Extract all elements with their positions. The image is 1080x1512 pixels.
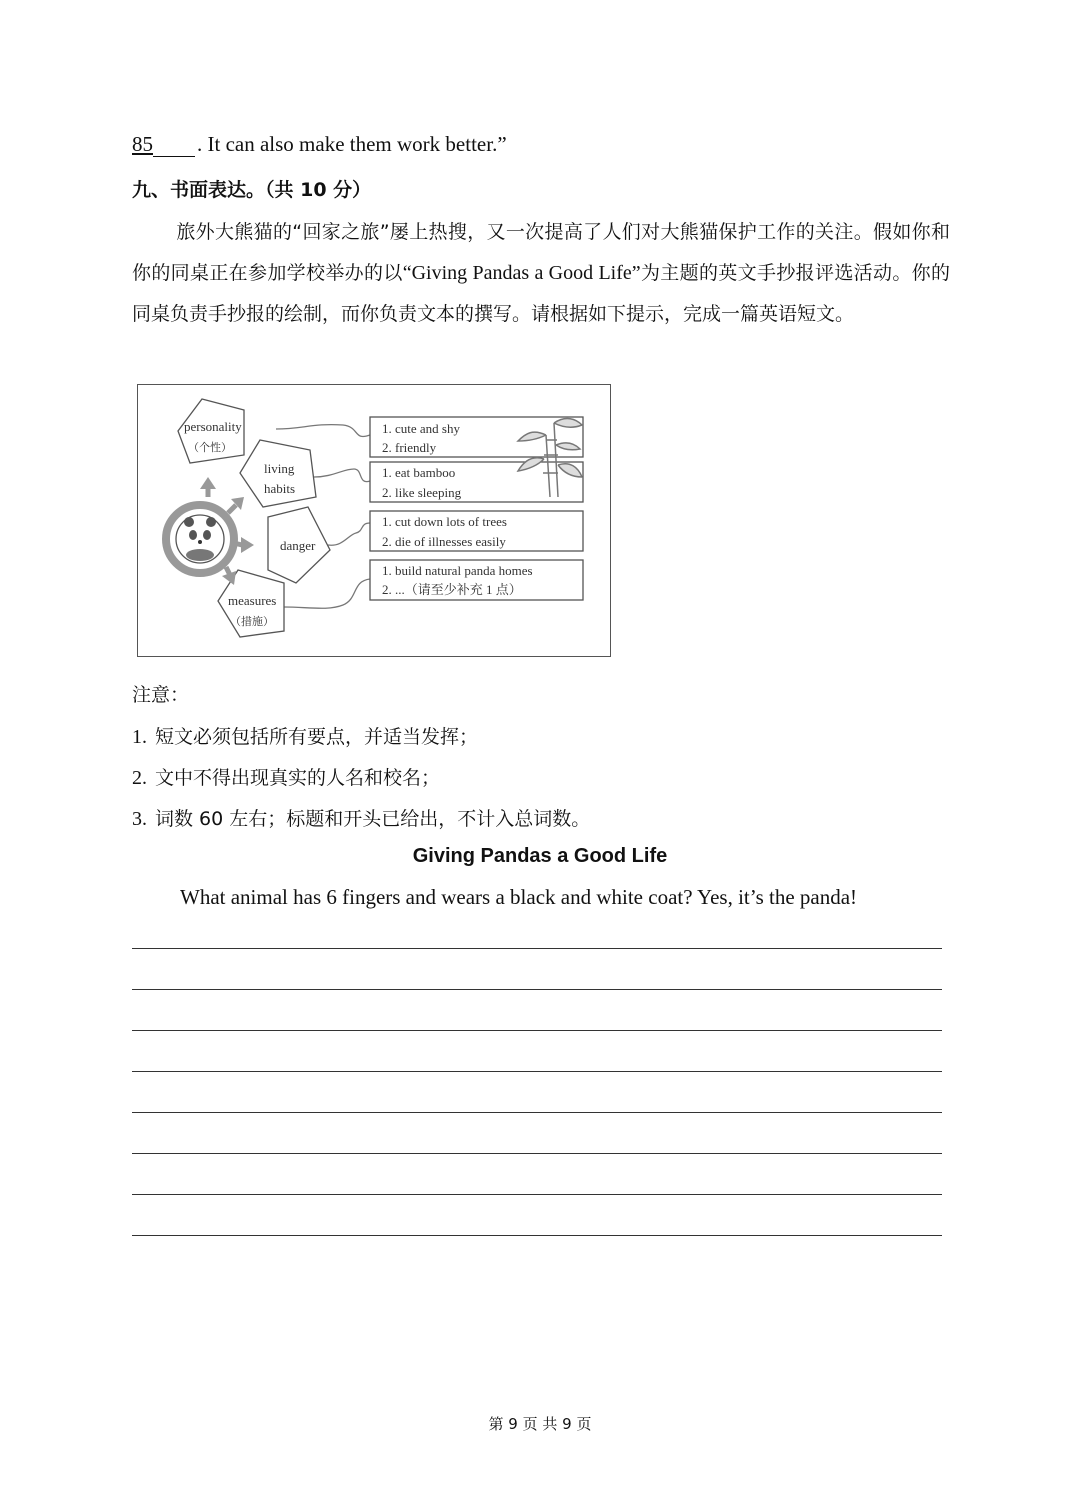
panda-icon [166,505,234,573]
node-measures-cn: （措施） [230,615,274,628]
intro-text-2: 为主题的英文手抄报评选活动。你的同桌负责手抄报的绘制，而你负责文本的撰写。请根据如下提示，完成一篇英语短文。 [132,262,950,325]
note-item [132,722,478,749]
node-living-habits [240,440,316,507]
box-personality-item-2: 2. friendly [382,440,437,455]
previous-question-line [132,132,507,157]
note-number: 1. [132,726,147,748]
node-living-habits-line1: living [264,461,295,476]
intro-paragraph [132,212,950,335]
writing-line[interactable] [132,1112,942,1113]
writing-line[interactable] [132,1194,942,1195]
question-number: 85 [132,132,153,156]
writing-line[interactable] [132,1071,942,1072]
node-measures-label: measures [228,593,277,608]
writing-line[interactable] [132,1235,942,1236]
note-number: 3. [132,808,147,830]
page-footer: 第 9 页 共 9 页 [488,1415,592,1433]
box-danger [370,511,583,551]
node-living-habits-line2: habits [264,481,296,496]
node-personality-cn: （个性） [188,441,232,454]
writing-line[interactable] [132,948,942,949]
writing-line[interactable] [132,1030,942,1031]
writing-line[interactable] [132,989,942,990]
box-measures-item-2: 2. ...（请至少补充 1 点） [382,582,522,597]
box-personality-item-1: 1. cute and shy [382,421,460,436]
box-living-habits [370,462,583,502]
note-item [132,763,440,790]
intro-text-1: 旅外大熊猫的“回家之旅”屡上热搜，又一次提高了人们对大熊猫保护工作的关注。假如你和你的同桌正在参加学校举办的以 [132,221,950,284]
box-danger-item-1: 1. cut down lots of trees [382,514,507,529]
note-number: 2. [132,767,147,789]
note-text: 文中不得出现真实的人名和校名； [155,767,441,789]
box-living-habits-item-1: 1. eat bamboo [382,465,456,480]
node-danger [268,507,330,583]
box-personality [370,417,583,457]
note-text: 词数 60 左右；标题和开头已给出，不计入总词数。 [155,808,591,830]
box-living-habits-item-2: 2. like sleeping [382,485,462,500]
notes-title: 注意： [132,684,190,706]
box-measures [370,560,583,600]
essay-title: Giving Pandas a Good Life [412,845,668,867]
mind-map-diagram [137,384,611,657]
intro-theme: “Giving Pandas a Good Life” [402,262,641,284]
answer-blank[interactable] [153,136,195,157]
node-personality-label: personality [184,419,242,434]
node-personality [178,399,244,463]
writing-line[interactable] [132,1153,942,1154]
section-heading: 九、书面表达。（共 10 分） [132,179,372,201]
note-text: 短文必须包括所有要点，并适当发挥； [155,726,479,748]
box-measures-item-1: 1. build natural panda homes [382,563,533,578]
previous-question-text: . It can also make them work better.” [197,132,507,156]
note-item [132,804,590,831]
node-danger-label: danger [280,538,316,553]
essay-opening: What animal has 6 fingers and wears a black and white coat? Yes, it’s the panda! [180,885,858,909]
box-danger-item-2: 2. die of illnesses easily [382,534,506,549]
